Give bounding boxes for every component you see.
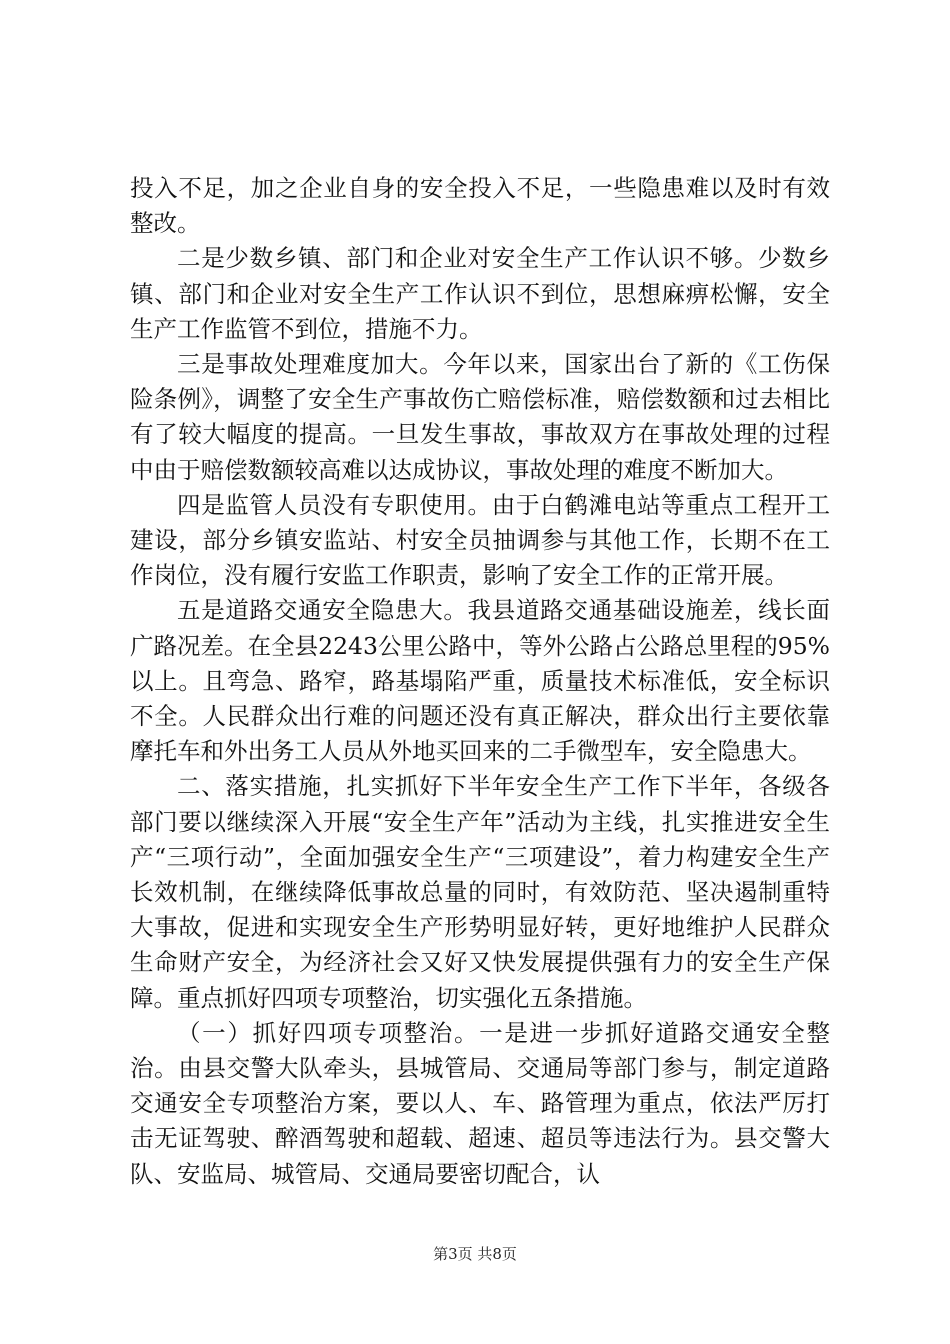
paragraph-5: 五是道路交通安全隐患大。我县道路交通基础设施差，线长面广路况差。在全县2243公里公路中，等外公路占公路总里程的95%以上。且弯急、路窄，路基塌陷严重，质量技术标准低，安全标识不全。人民群众出行难的问题还没有真正解决，群众出行主要依靠摩托车和外出务工人员从外地买回来的二手微型车，安全隐患大。 [130,596,830,766]
paragraph-1: 投入不足，加之企业自身的安全投入不足，一些隐患难以及时有效整改。 [130,174,830,238]
paragraph-6: 二、落实措施，扎实抓好下半年安全生产工作下半年，各级各部门要以继续深入开展“安全生产年”活动为主线，扎实推进安全生产“三项行动”，全面加强安全生产“三项建设”，着力构建安全生产长效机制，在继续降低事故总量的同时，有效防范、坚决遏制重特大事故，促进和实现安全生产形势明显好转，更好地维护人民群众生命财产安全，为经济社会又好又快发展提供强有力的安全生产保障。重点抓好四项专项整治，切实强化五条措施。 [130,772,830,1012]
document-body [130,171,830,1192]
paragraph-7: （一）抓好四项专项整治。一是进一步抓好道路交通安全整治。由县交警大队牵头，县城管局、交通局等部门参与，制定道路交通安全专项整治方案，要以人、车、路管理为重点，依法严厉打击无证驾驶、醉酒驾驶和超载、超速、超员等违法行为。县交警大队、安监局、城管局、交通局要密切配合，认 [130,1018,830,1188]
paragraph-2: 二是少数乡镇、部门和企业对安全生产工作认识不够。少数乡镇、部门和企业对安全生产工作认识不到位，思想麻痹松懈，安全生产工作监管不到位，措施不力。 [130,244,830,343]
paragraph-4: 四是监管人员没有专职使用。由于白鹤滩电站等重点工程开工建设，部分乡镇安监站、村安全员抽调参与其他工作，长期不在工作岗位，没有履行安监工作职责，影响了安全工作的正常开展。 [130,490,830,590]
paragraph-3: 三是事故处理难度加大。今年以来，国家出台了新的《工伤保险条例》，调整了安全生产事故伤亡赔偿标准，赔偿数额和过去相比有了较大幅度的提高。一旦发生事故，事故双方在事故处理的过程中由于赔偿数额较高难以达成协议，事故处理的难度不断加大。 [130,350,830,484]
page-footer: 第3页 共8页 [433,1245,517,1263]
